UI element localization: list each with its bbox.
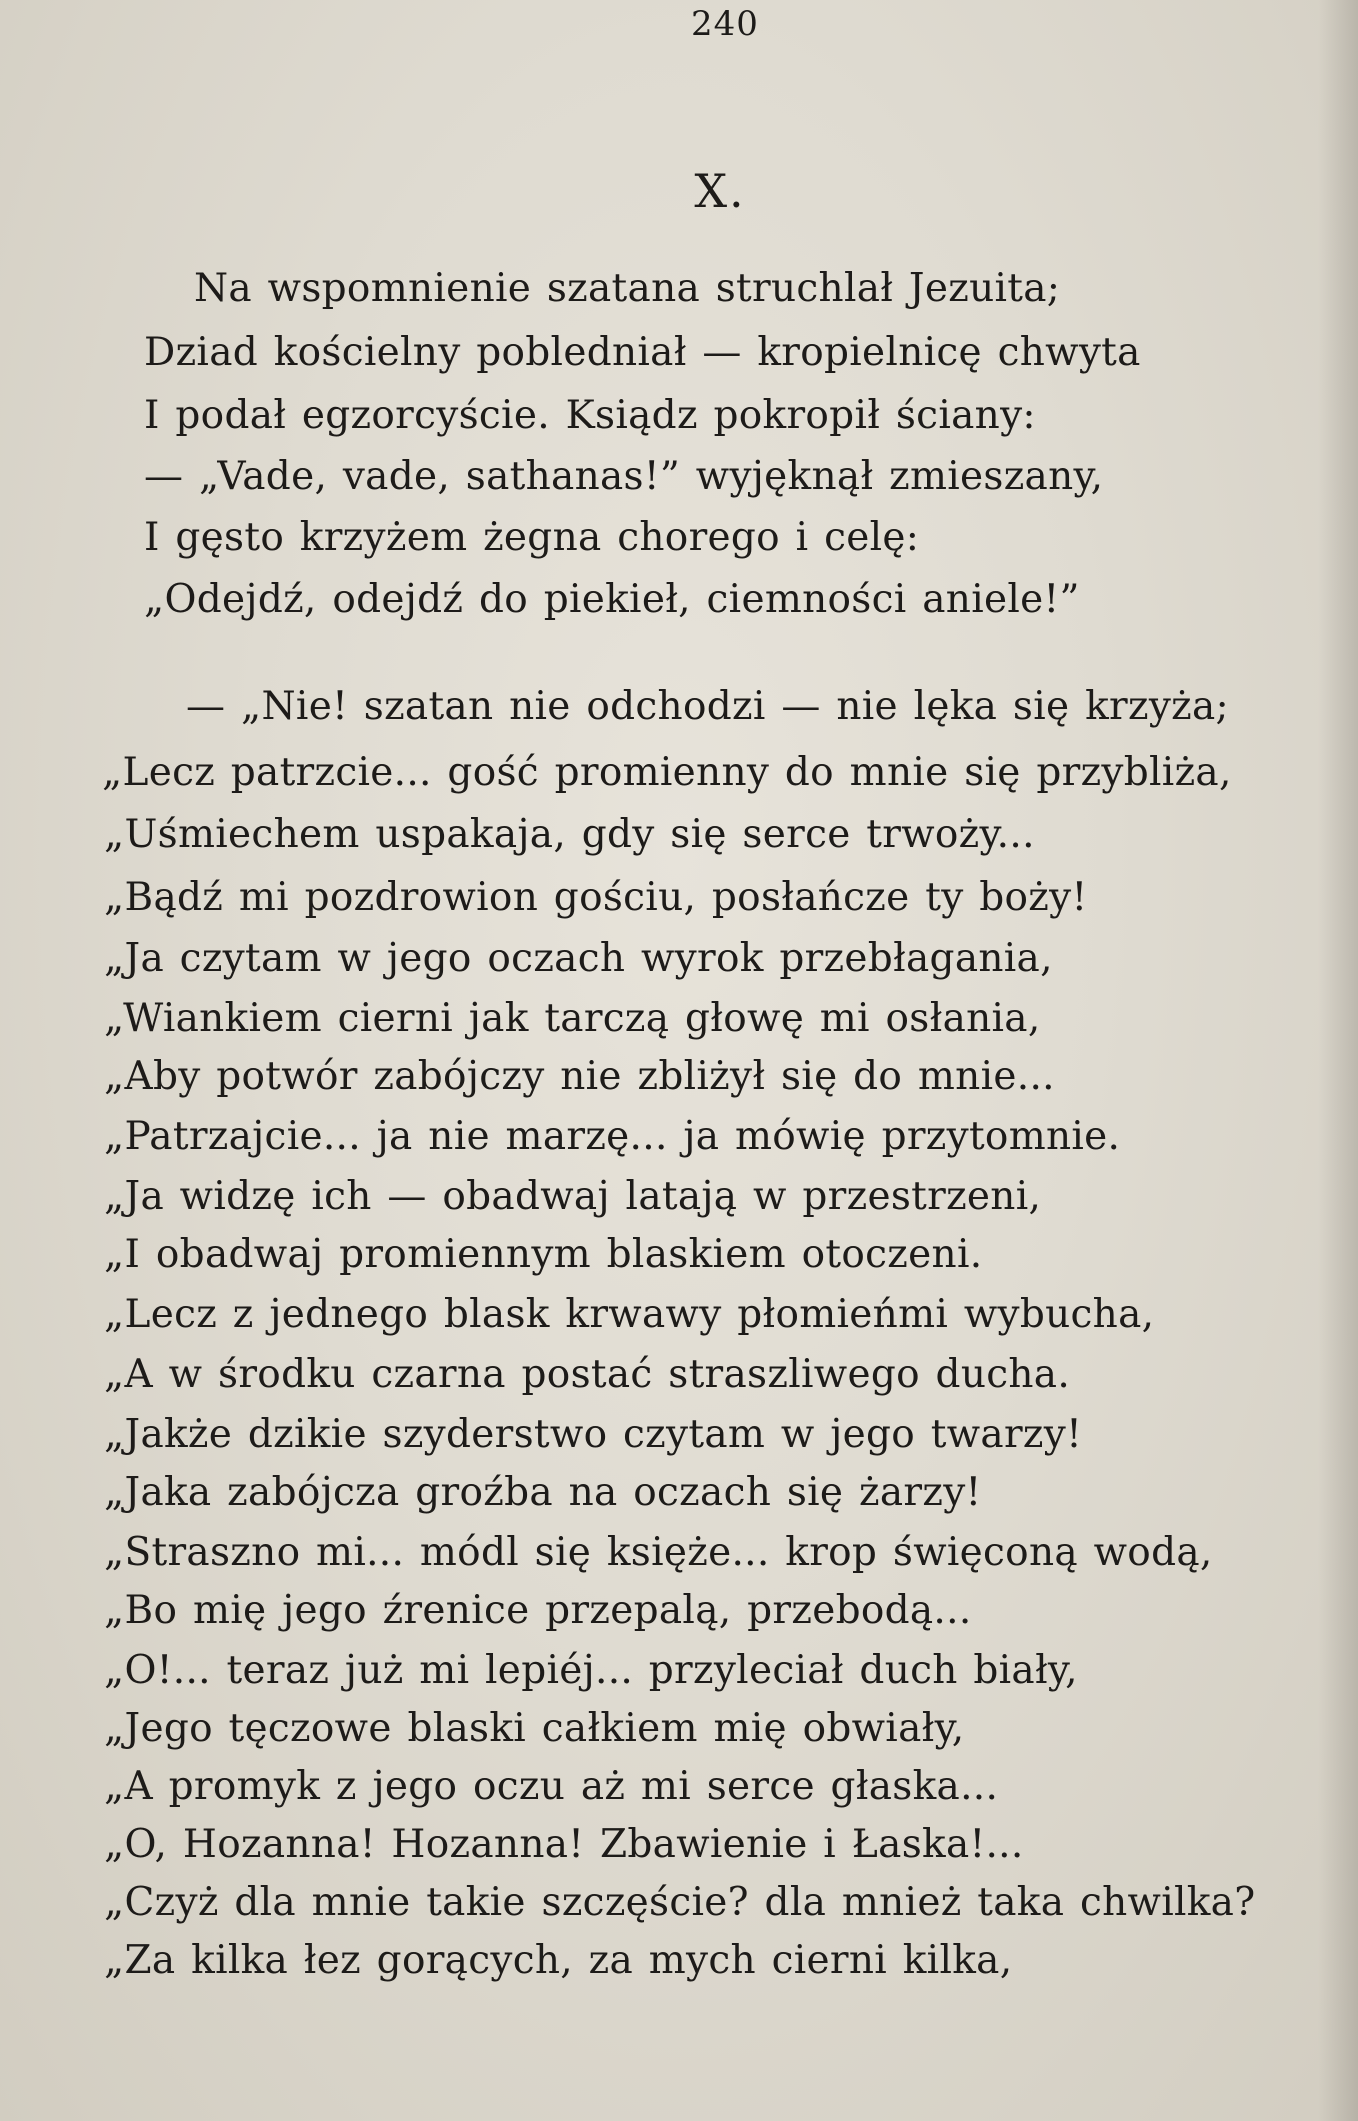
verse-line: „Za kilka łez gorących, za mych cierni kilka,: [104, 1938, 1013, 1983]
verse-line: „Ja czytam w jego oczach wyrok przebłagania,: [104, 936, 1053, 981]
verse-line: „Jaka zabójcza groźba na oczach się żarzy!: [104, 1470, 982, 1515]
verse-line: „Lecz patrzcie... gość promienny do mnie się przybliża,: [102, 750, 1232, 795]
verse-line: Dziad kościelny pobledniał — kropielnicę chwyta: [144, 330, 1141, 375]
verse-line: „Lecz z jednego blask krwawy płomieńmi wybucha,: [104, 1292, 1155, 1337]
verse-line: „A promyk z jego oczu aż mi serce głaska...: [104, 1764, 999, 1809]
verse-line: „Straszno mi... módl się księże... krop święconą wodą,: [104, 1530, 1213, 1575]
verse-line: „Ja widzę ich — obadwaj latają w przestrzeni,: [104, 1174, 1042, 1219]
page-number: 240: [691, 4, 759, 44]
verse-line: „I obadwaj promiennym blaskiem otoczeni.: [104, 1232, 983, 1277]
verse-line: „Odejdź, odejdź do piekieł, ciemności aniele!”: [144, 577, 1080, 622]
verse-line: „Jakże dzikie szyderstwo czytam w jego twarzy!: [104, 1412, 1083, 1457]
verse-line: „Bądź mi pozdrowion gościu, posłańcze ty boży!: [104, 875, 1088, 920]
verse-line: „Czyż dla mnie takie szczęście? dla mnież taka chwilka?: [104, 1880, 1256, 1925]
verse-line: „O!... teraz już mi lepiéj... przyleciał duch biały,: [104, 1648, 1078, 1693]
verse-line: „Uśmiechem uspakaja, gdy się serce trwoży...: [104, 812, 1035, 857]
verse-line: — „Vade, vade, sathanas!” wyjęknął zmieszany,: [144, 454, 1104, 499]
verse-line: „Bo mię jego źrenice przepalą, przebodą...: [104, 1588, 972, 1633]
verse-line: Na wspomnienie szatana struchlał Jezuita;: [194, 266, 1061, 311]
verse-line: — „Nie! szatan nie odchodzi — nie lęka się krzyża;: [186, 684, 1229, 729]
verse-line: I podał egzorcyście. Ksiądz pokropił ściany:: [144, 393, 1036, 438]
verse-line: „Jego tęczowe blaski całkiem mię obwiały,: [104, 1706, 965, 1751]
section-heading: X.: [694, 164, 746, 218]
verse-line: „Aby potwór zabójczy nie zbliżył się do mnie...: [104, 1054, 1055, 1099]
verse-line: I gęsto krzyżem żegna chorego i celę:: [144, 515, 920, 560]
verse-line: „O, Hozanna! Hozanna! Zbawienie i Łaska!...: [104, 1822, 1024, 1867]
verse-line: „Patrzajcie... ja nie marzę... ja mówię przytomnie.: [104, 1114, 1121, 1159]
verse-line: „A w środku czarna postać straszliwego ducha.: [104, 1352, 1071, 1397]
verse-line: „Wiankiem cierni jak tarczą głowę mi osłania,: [104, 996, 1041, 1041]
